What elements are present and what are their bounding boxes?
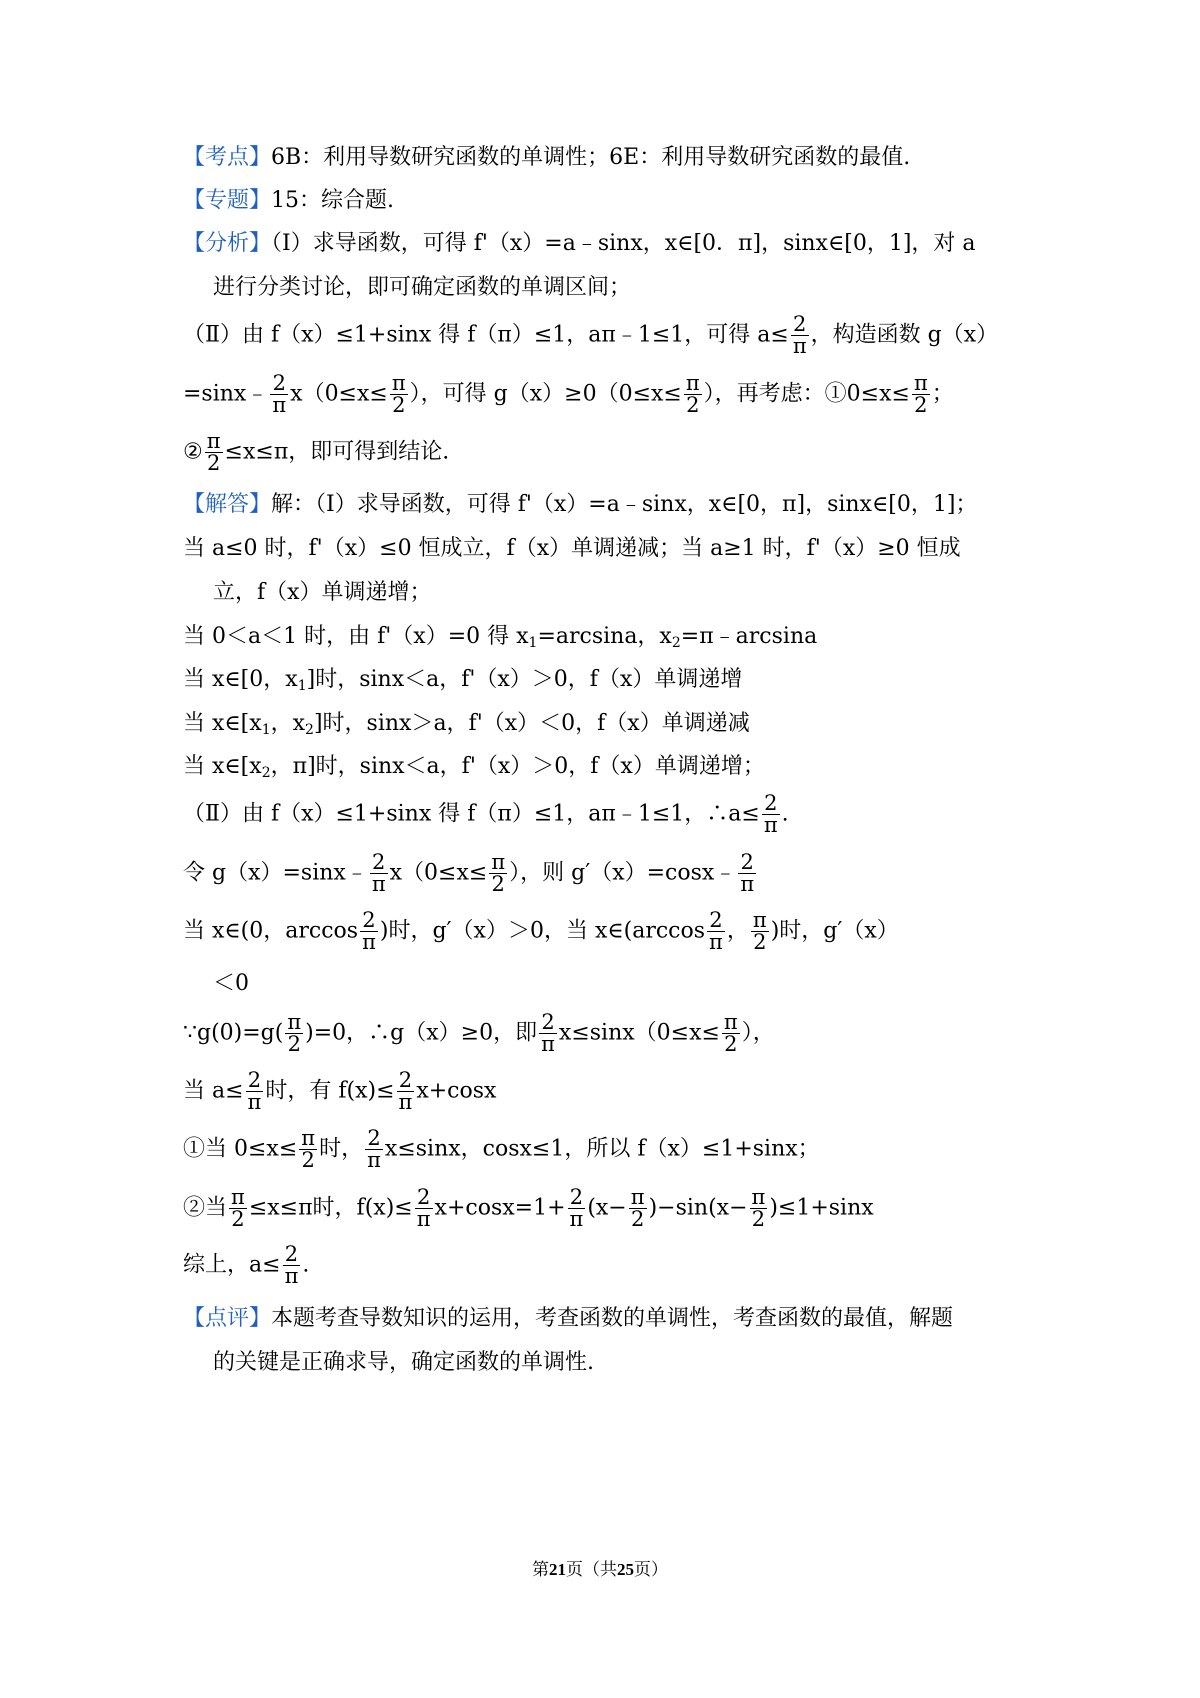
fraction-pi-over-2 bbox=[390, 373, 408, 416]
jieda-text-8a: （Ⅱ）由 f（x）≤1+sinx 得 f（π）≤1，aπ﹣1≤1，∴a≤ bbox=[183, 801, 760, 827]
jieda-line-11 bbox=[213, 964, 1050, 1004]
jieda-line-5 bbox=[183, 660, 1050, 700]
fraction-pi-over-2 bbox=[229, 1187, 247, 1230]
fraction-pi-over-2 bbox=[722, 1012, 740, 1055]
jieda-text-9b: x（0≤x≤ bbox=[389, 860, 488, 886]
numerator: π bbox=[287, 1010, 302, 1034]
jieda-text-15f: )≤1+sinx bbox=[769, 1195, 874, 1221]
denominator: 2 bbox=[753, 930, 767, 954]
numerator: 2 bbox=[370, 852, 388, 874]
denominator: π bbox=[792, 334, 807, 358]
jieda-text-14b: 时， bbox=[319, 1136, 364, 1162]
numerator: π bbox=[630, 1185, 645, 1209]
fraction-2-over-pi bbox=[738, 852, 756, 895]
fraction-2-over-pi bbox=[397, 1070, 415, 1113]
numerator: π bbox=[723, 1010, 738, 1034]
numerator: 2 bbox=[568, 1187, 586, 1209]
numerator: 2 bbox=[360, 910, 378, 932]
fenxi-line-2 bbox=[213, 268, 1050, 308]
jieda-line-8 bbox=[183, 791, 1050, 837]
jieda-text-15d: (x− bbox=[587, 1195, 627, 1221]
fraction-2-over-pi bbox=[762, 793, 780, 836]
kaodian-line bbox=[183, 138, 1050, 178]
subscript-1: 1 bbox=[261, 722, 271, 738]
fenxi-text-1: （Ⅰ）求导函数，可得 f'（x）=a﹣sinx，x∈[0．π]，sinx∈[0，1]，对 a bbox=[271, 231, 976, 256]
jieda-text-5a: 当 x∈[0，x bbox=[183, 667, 298, 692]
jieda-text-8b: . bbox=[781, 801, 789, 827]
fenxi-line-5 bbox=[183, 429, 1050, 475]
numerator: π bbox=[301, 1126, 316, 1150]
denominator: π bbox=[763, 813, 778, 837]
jieda-text-13c: x+cosx bbox=[416, 1078, 497, 1104]
zhuanti-text: 15：综合题. bbox=[271, 188, 395, 213]
jieda-text-16b: . bbox=[302, 1252, 310, 1278]
fenxi-line-4 bbox=[183, 371, 1050, 417]
jieda-line-4 bbox=[183, 617, 1050, 657]
fraction-2-over-pi bbox=[365, 1128, 383, 1171]
jieda-text-4c: =π﹣arcsina bbox=[680, 624, 818, 649]
fenxi-text-4c: ），可得 g（x）≥0（0≤x≤ bbox=[409, 381, 682, 407]
zhuanti-line bbox=[183, 181, 1050, 221]
jieda-text-3: 立，f（x）单调递增； bbox=[213, 580, 432, 605]
fenxi-text-3b: ，构造函数 g（x） bbox=[810, 322, 999, 348]
numerator: 2 bbox=[270, 373, 288, 395]
footer-pre: 第 bbox=[532, 1560, 549, 1579]
denominator: 2 bbox=[231, 1207, 245, 1231]
denominator: 2 bbox=[206, 451, 221, 475]
footer-post: 页） bbox=[634, 1560, 668, 1579]
denominator: π bbox=[272, 393, 287, 417]
jieda-text-1: 解：（Ⅰ）求导函数，可得 f'（x）=a﹣sinx，x∈[0，π]，sinx∈[0，1]； bbox=[271, 492, 978, 517]
fenxi-text-2: 进行分类讨论，即可确定函数的单调区间； bbox=[213, 275, 632, 300]
jieda-text-12c: x≤sinx（0≤x≤ bbox=[558, 1020, 720, 1046]
jieda-text-6a: 当 x∈[x bbox=[183, 711, 262, 736]
jieda-line-12 bbox=[183, 1010, 1050, 1056]
jieda-text-13a: 当 a≤ bbox=[183, 1078, 244, 1104]
denominator: π bbox=[362, 930, 376, 954]
jieda-text-2: 当 a≤0 时，f'（x）≤0 恒成立，f（x）单调递减；当 a≥1 时，f'（x）≥0 恒成 bbox=[183, 536, 961, 561]
fenxi-tag: 【分析】 bbox=[183, 231, 272, 256]
denominator: π bbox=[416, 1207, 431, 1231]
fraction-2-over-pi bbox=[415, 1187, 433, 1230]
numerator: π bbox=[752, 908, 767, 932]
fraction-pi-over-2 bbox=[299, 1128, 317, 1171]
subscript-2: 2 bbox=[261, 765, 271, 781]
fraction-2-over-pi bbox=[246, 1070, 264, 1113]
jieda-line-3 bbox=[213, 573, 1050, 613]
jieda-text-12d: ）， bbox=[741, 1020, 775, 1046]
jieda-line-7 bbox=[183, 747, 1050, 787]
kaodian-text: 6B：利用导数研究函数的单调性；6E：利用导数研究函数的最值. bbox=[271, 145, 911, 170]
jieda-text-10d: )时，g′（x） bbox=[770, 918, 899, 944]
subscript-2: 2 bbox=[671, 635, 681, 651]
fenxi-text-5b: ≤x≤π，即可得到结论. bbox=[224, 439, 450, 465]
subscript-1: 1 bbox=[528, 635, 538, 651]
jieda-line-2 bbox=[183, 529, 1050, 569]
jieda-text-4b: =arcsina，x bbox=[537, 624, 672, 649]
dianping-tag: 【点评】 bbox=[183, 1306, 272, 1331]
jieda-line-6 bbox=[183, 704, 1050, 744]
denominator: 2 bbox=[287, 1032, 301, 1056]
fenxi-line-1 bbox=[183, 224, 1050, 264]
fraction-2-over-pi bbox=[283, 1244, 301, 1287]
jieda-text-6b: ，x bbox=[270, 711, 306, 736]
page-footer bbox=[0, 1555, 1200, 1580]
fenxi-text-4e: ； bbox=[931, 381, 954, 407]
jieda-line-16 bbox=[183, 1242, 1050, 1288]
fraction-pi-over-2 bbox=[629, 1187, 647, 1230]
numerator: 2 bbox=[397, 1070, 415, 1092]
jieda-line-9 bbox=[183, 850, 1050, 896]
jieda-text-9a: 令 g（x）=sinx﹣ bbox=[183, 860, 368, 886]
fraction-2-over-pi bbox=[370, 852, 388, 895]
denominator: 2 bbox=[630, 1207, 645, 1231]
denominator: π bbox=[284, 1264, 299, 1288]
jieda-line-10 bbox=[183, 908, 1050, 954]
subscript-1: 1 bbox=[297, 678, 307, 694]
numerator: 2 bbox=[707, 910, 725, 932]
denominator: π bbox=[371, 872, 386, 896]
fraction-pi-over-2 bbox=[684, 373, 702, 416]
fraction-2-over-pi bbox=[568, 1187, 586, 1230]
jieda-text-13b: 时，有 f(x)≤ bbox=[265, 1078, 395, 1104]
numerator: π bbox=[391, 371, 406, 395]
subscript-2: 2 bbox=[305, 722, 314, 738]
jieda-text-15e: )−sin(x− bbox=[648, 1195, 748, 1221]
jieda-tag: 【解答】 bbox=[183, 492, 272, 517]
numerator: π bbox=[491, 850, 506, 874]
kaodian-tag: 【考点】 bbox=[183, 145, 272, 170]
jieda-text-15a: ②当 bbox=[183, 1195, 228, 1221]
numerator: π bbox=[685, 371, 700, 395]
jieda-line-13 bbox=[183, 1068, 1050, 1114]
fraction-pi-over-2 bbox=[750, 1187, 768, 1230]
numerator: π bbox=[913, 371, 928, 395]
denominator: π bbox=[247, 1090, 262, 1114]
jieda-text-9c: ），则 g′（x）=cosx﹣ bbox=[509, 860, 737, 886]
jieda-text-15c: x+cosx=1+ bbox=[434, 1195, 566, 1221]
zhuanti-tag: 【专题】 bbox=[183, 188, 272, 213]
denominator: 2 bbox=[751, 1207, 766, 1231]
fraction-pi-over-2 bbox=[912, 373, 930, 416]
denominator: 2 bbox=[686, 393, 700, 417]
jieda-line-14 bbox=[183, 1126, 1050, 1172]
fraction-pi-over-2 bbox=[489, 852, 507, 895]
denominator: 2 bbox=[301, 1148, 315, 1172]
fraction-2-over-pi bbox=[270, 373, 288, 416]
jieda-text-5b: ]时，sinx＜a，f'（x）＞0，f（x）单调递增 bbox=[306, 667, 743, 692]
jieda-line-15 bbox=[183, 1185, 1050, 1231]
jieda-text-12a: ∵g(0)=g( bbox=[183, 1020, 284, 1046]
jieda-text-14a: ①当 0≤x≤ bbox=[183, 1136, 298, 1162]
fraction-2-over-pi bbox=[791, 314, 809, 357]
fenxi-text-4a: =sinx﹣ bbox=[183, 381, 269, 407]
fraction-2-over-pi bbox=[539, 1012, 557, 1055]
jieda-text-7a: 当 x∈[x bbox=[183, 754, 262, 779]
page-number: 21 bbox=[549, 1560, 566, 1579]
denominator: 2 bbox=[914, 393, 928, 417]
jieda-text-12b: )=0，∴g（x）≥0，即 bbox=[305, 1020, 538, 1046]
fenxi-text-4b: x（0≤x≤ bbox=[290, 381, 388, 407]
dianping-line-2 bbox=[213, 1343, 1050, 1383]
page-total: 25 bbox=[617, 1560, 634, 1579]
jieda-text-11: ＜0 bbox=[213, 971, 249, 996]
fenxi-text-3a: （Ⅱ）由 f（x）≤1+sinx 得 f（π）≤1，aπ﹣1≤1，可得 a≤ bbox=[183, 322, 789, 348]
jieda-text-4a: 当 0＜a＜1 时，由 f'（x）=0 得 x bbox=[183, 624, 529, 649]
numerator: 2 bbox=[539, 1012, 557, 1034]
dianping-text-2: 的关键是正确求导，确定函数的单调性. bbox=[213, 1350, 594, 1375]
denominator: 2 bbox=[392, 393, 406, 417]
jieda-text-16a: 综上，a≤ bbox=[183, 1252, 281, 1278]
fraction-pi-over-2 bbox=[205, 431, 223, 474]
fenxi-text-5a: ② bbox=[183, 439, 203, 465]
fraction-pi-over-2 bbox=[751, 910, 769, 953]
numerator: 2 bbox=[415, 1187, 433, 1209]
denominator: 2 bbox=[724, 1032, 738, 1056]
dianping-text-1: 本题考查导数知识的运用，考查函数的单调性，考查函数的最值，解题 bbox=[271, 1306, 954, 1331]
jieda-text-10c: ， bbox=[726, 918, 749, 944]
jieda-line-1 bbox=[183, 485, 1050, 525]
fraction-2-over-pi bbox=[360, 910, 378, 953]
denominator: π bbox=[569, 1207, 584, 1231]
jieda-text-15b: ≤x≤π时，f(x)≤ bbox=[248, 1195, 413, 1221]
numerator: 2 bbox=[246, 1070, 264, 1092]
denominator: π bbox=[398, 1090, 413, 1114]
denominator: π bbox=[541, 1032, 555, 1056]
jieda-text-14c: x≤sinx，cosx≤1，所以 f（x）≤1+sinx； bbox=[384, 1136, 820, 1162]
numerator: 2 bbox=[791, 314, 809, 336]
numerator: π bbox=[751, 1185, 766, 1209]
numerator: 2 bbox=[283, 1244, 301, 1266]
jieda-text-6c: ]时，sinx＞a，f'（x）＜0，f（x）单调递减 bbox=[313, 711, 750, 736]
dianping-line-1 bbox=[183, 1299, 1050, 1339]
fenxi-line-3 bbox=[183, 312, 1050, 358]
numerator: π bbox=[231, 1185, 245, 1209]
fenxi-text-4d: ），再考虑：①0≤x≤ bbox=[703, 381, 910, 407]
numerator: π bbox=[206, 429, 221, 453]
denominator: π bbox=[740, 872, 755, 896]
numerator: 2 bbox=[365, 1128, 383, 1150]
denominator: 2 bbox=[491, 872, 505, 896]
numerator: 2 bbox=[762, 793, 780, 815]
footer-mid: 页（共 bbox=[566, 1560, 617, 1579]
jieda-text-10b: )时，g′（x）＞0，当 x∈(arccos bbox=[379, 918, 706, 944]
numerator: 2 bbox=[738, 852, 756, 874]
denominator: π bbox=[709, 930, 723, 954]
denominator: π bbox=[367, 1148, 381, 1172]
jieda-text-10a: 当 x∈(0，arccos bbox=[183, 918, 359, 944]
jieda-text-7b: ，π]时，sinx＜a，f'（x）＞0，f（x）单调递增； bbox=[270, 754, 765, 779]
fraction-2-over-pi bbox=[707, 910, 725, 953]
fraction-pi-over-2 bbox=[285, 1012, 303, 1055]
